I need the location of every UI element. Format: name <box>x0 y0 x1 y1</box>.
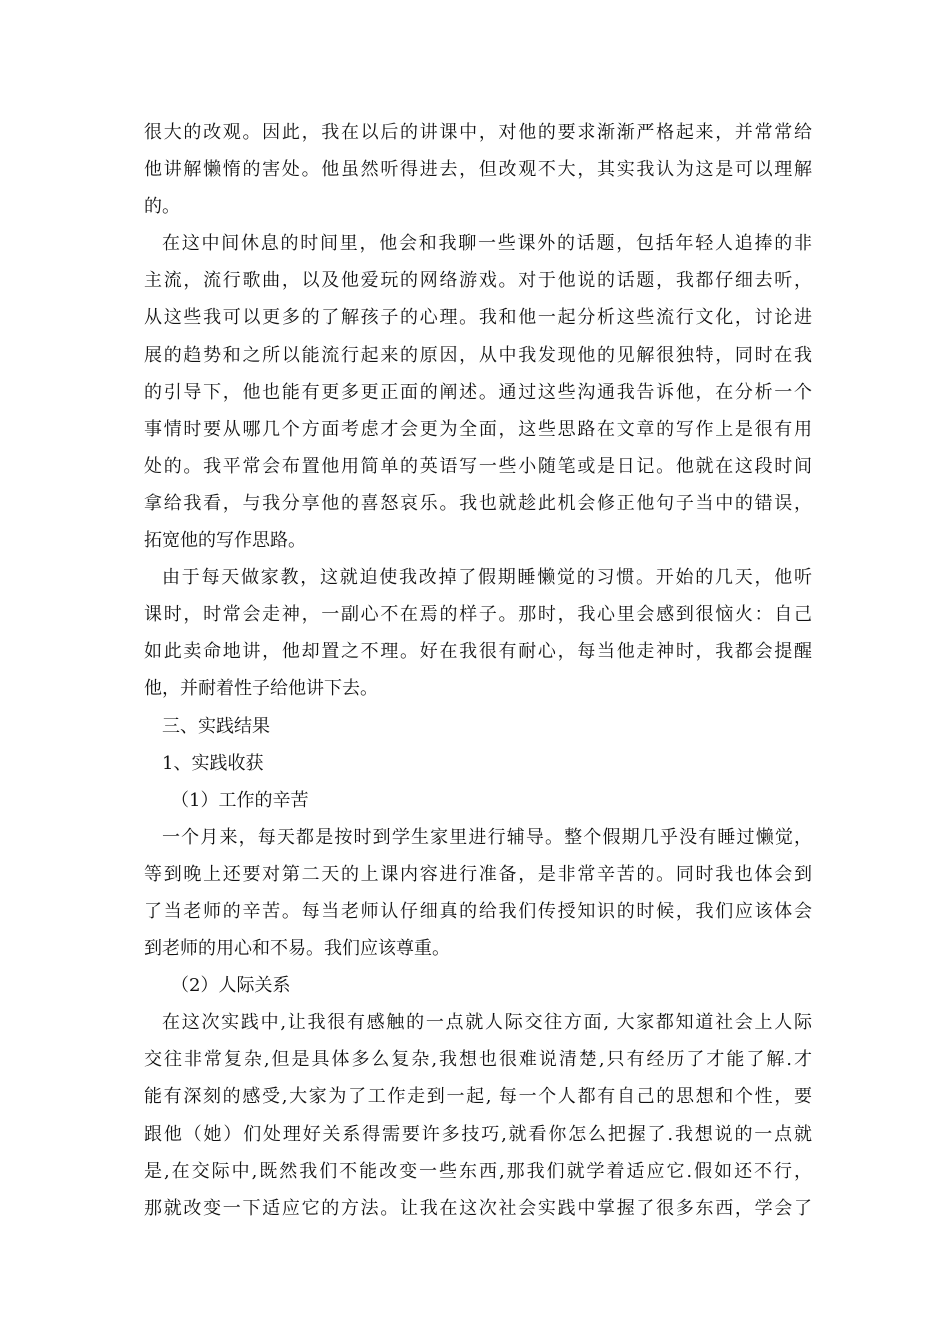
subsection-heading: （2）人际关系 <box>171 975 291 997</box>
text-line: 交往非常复杂,但是具体多么复杂,我想也很难说清楚,只有经历了才能了解.才 <box>144 1049 812 1071</box>
text-line: 处的。我平常会布置他用简单的英语写一些小随笔或是日记。他就在这段时间 <box>144 455 812 477</box>
text-line: 由于每天做家教，这就迫使我改掉了假期睡懒觉的习惯。开始的几天，他听 <box>162 567 812 589</box>
text-line: 很大的改观。因此，我在以后的讲课中，对他的要求渐渐严格起来，并常常给 <box>144 122 812 143</box>
subsection-heading: 1、实践收获 <box>162 752 264 774</box>
section-heading: 三、实践结果 <box>162 715 270 737</box>
text-line: 的引导下，他也能有更多更正面的阐述。通过这些沟通我告诉他，在分析一个 <box>144 381 812 403</box>
text-line: 那就改变一下适应它的方法。让我在这次社会实践中掌握了很多东西，学会了 <box>144 1197 812 1219</box>
text-line: 在这次实践中,让我很有感触的一点就人际交往方面, 大家都知道社会上人际 <box>162 1012 812 1034</box>
text-line: 展的趋势和之所以能流行起来的原因，从中我发现他的见解很独特，同时在我 <box>144 344 812 366</box>
text-line: 的。 <box>144 196 180 218</box>
text-line: 如此卖命地讲，他却置之不理。好在我很有耐心，每当他走神时，我都会提醒 <box>144 641 812 663</box>
text-line: 事情时要从哪几个方面考虑才会更为全面，这些思路在文章的写作上是很有用 <box>144 418 812 440</box>
text-line: 他，并耐着性子给他讲下去。 <box>144 678 378 700</box>
text-line: 跟他（她）们处理好关系得需要许多技巧,就看你怎么把握了.我想说的一点就 <box>144 1123 812 1145</box>
text-line: 在这中间休息的时间里，他会和我聊一些课外的话题，包括年轻人追捧的非 <box>162 233 812 255</box>
subsection-heading: （1）工作的辛苦 <box>171 789 309 811</box>
text-line: 拓宽他的写作思路。 <box>144 530 306 552</box>
text-line: 拿给我看，与我分享他的喜怒哀乐。我也就趁此机会修正他句子当中的错误， <box>144 492 812 514</box>
text-line: 是,在交际中,既然我们不能改变一些东西,那我们就学着适应它.假如还不行， <box>144 1160 812 1182</box>
text-line: 等到晚上还要对第二天的上课内容进行准备，是非常辛苦的。同时我也体会到 <box>144 863 812 885</box>
text-line: 了当老师的辛苦。每当老师认仔细真的给我们传授知识的时候，我们应该体会 <box>144 900 812 922</box>
text-line: 到老师的用心和不易。我们应该尊重。 <box>144 938 450 960</box>
text-line: 从这些我可以更多的了解孩子的心理。我和他一起分析这些流行文化，讨论进 <box>144 307 812 329</box>
document-body <box>144 114 812 1227</box>
text-line: 一个月来，每天都是按时到学生家里进行辅导。整个假期几乎没有睡过懒觉， <box>162 826 812 848</box>
text-line: 能有深刻的感受,大家为了工作走到一起, 每一个人都有自己的思想和个性，要 <box>144 1086 812 1108</box>
text-line: 他讲解懒惰的害处。他虽然听得进去，但改观不大，其实我认为这是可以理解 <box>144 159 812 181</box>
text-line: 主流，流行歌曲，以及他爱玩的网络游戏。对于他说的话题，我都仔细去听， <box>144 270 812 292</box>
text-line: 课时，时常会走神，一副心不在焉的样子。那时，我心里会感到很恼火：自己 <box>144 604 812 626</box>
